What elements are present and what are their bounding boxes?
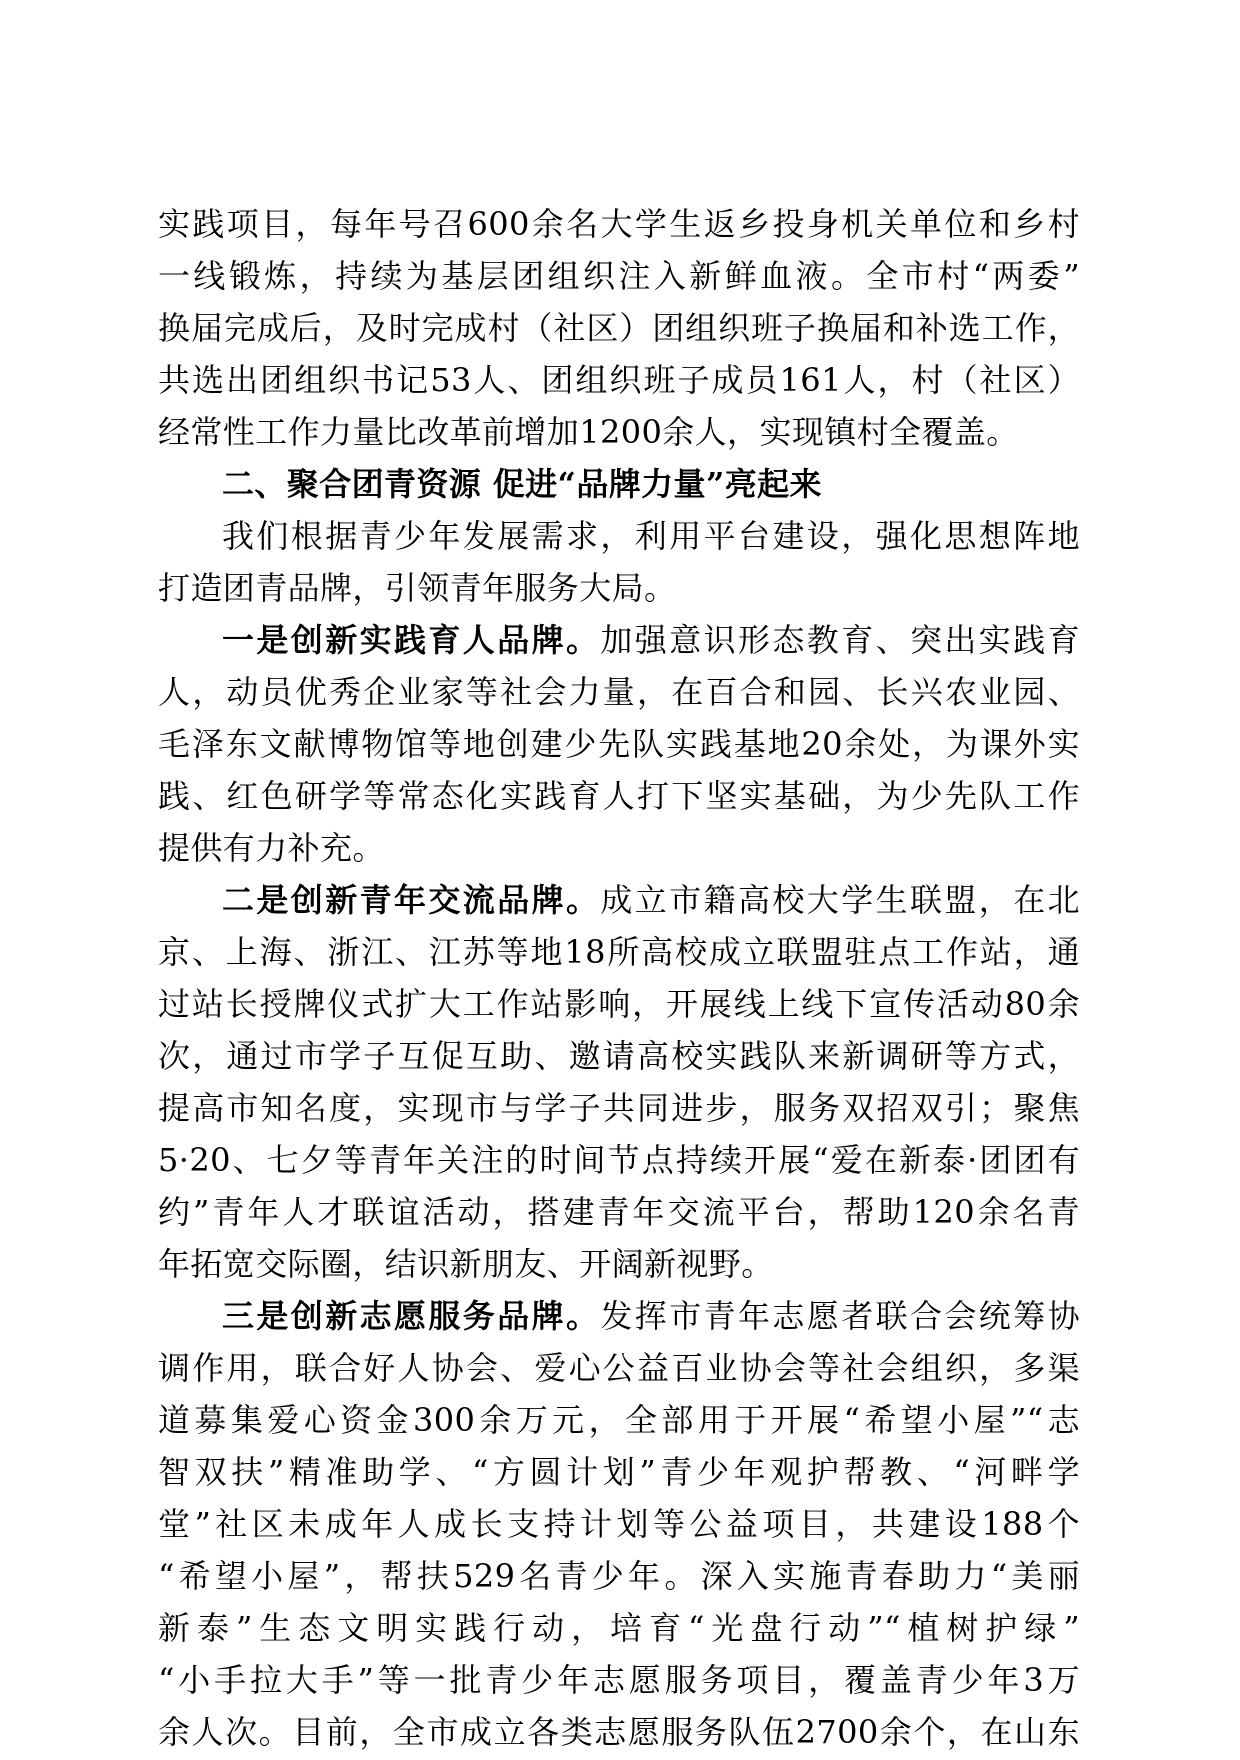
text-line: “小手拉大手”等一批青少年志愿服务项目，覆盖青少年3万 (158, 1661, 1080, 1699)
paragraph-lead: 一是创新实践育人品牌。 (222, 621, 601, 659)
text-line: 京、上海、浙江、江苏等地18所高校成立联盟驻点工作站，通 (158, 933, 1080, 971)
text-line: 经常性工作力量比改革前增加1200余人，实现镇村全覆盖。 (158, 413, 1019, 451)
text-line: “希望小屋”，帮扶529名青少年。深入实施青春助力“美丽 (158, 1557, 1080, 1595)
text-line (158, 616, 1080, 664)
text-line (158, 876, 1080, 924)
paragraph-volunteer-brand (158, 1292, 1080, 1756)
text-line: 共选出团组织书记53人、团组织班子成员161人，村（社区） (158, 361, 1080, 399)
text-line: 实践项目，每年号召600余名大学生返乡投身机关单位和乡村 (158, 205, 1080, 243)
text-line: 毛泽东文献博物馆等地创建少先队实践基地20余处，为课外实 (158, 725, 1080, 763)
paragraph-exchange-brand (158, 876, 1080, 1288)
text-line: 打造团青品牌，引领青年服务大局。 (158, 569, 677, 607)
text-run: 成立市籍高校大学生联盟，在北 (600, 881, 1080, 919)
text-line: 人，动员优秀企业家等社会力量，在百合和园、长兴农业园、 (158, 673, 1080, 711)
text-line: 一线锻炼，持续为基层团组织注入新鲜血液。全市村“两委” (158, 257, 1080, 295)
text-line: 提高市知名度，实现市与学子共同进步，服务双招双引；聚焦 (158, 1089, 1080, 1127)
paragraph-practice-brand (158, 616, 1080, 872)
paragraph-grassroots (158, 200, 1080, 456)
text-line: 智双扶”精准助学、“方圆计划”青少年观护帮教、“河畔学 (158, 1453, 1080, 1491)
text-line: 道募集爱心资金300余万元，全部用于开展“希望小屋”“志 (158, 1401, 1080, 1439)
text-line: 新泰”生态文明实践行动，培育“光盘行动”“植树护绿” (158, 1609, 1080, 1647)
text-line: 过站长授牌仪式扩大工作站影响，开展线上线下宣传活动80余 (158, 985, 1080, 1023)
text-line: 次，通过市学子互促互助、邀请高校实践队来新调研等方式， (158, 1037, 1080, 1075)
text-line: 践、红色研学等常态化实践育人打下坚实基础，为少先队工作 (158, 777, 1080, 815)
text-line: 余人次。目前，全市成立各类志愿服务队伍2700余个，在山东 (158, 1713, 1080, 1751)
text-run: 发挥市青年志愿者联合会统筹协 (600, 1297, 1080, 1335)
text-line: 换届完成后，及时完成村（社区）团组织班子换届和补选工作， (158, 309, 1080, 347)
text-line: 我们根据青少年发展需求，利用平台建设，强化思想阵地 (222, 517, 1080, 555)
paragraph-intro (158, 512, 1080, 612)
text-line: 5·20、七夕等青年关注的时间节点持续开展“爱在新泰·团团有 (158, 1141, 1080, 1179)
paragraph-lead: 二是创新青年交流品牌。 (222, 881, 601, 919)
text-line: 堂”社区未成年人成长支持计划等公益项目，共建设188个 (158, 1505, 1080, 1543)
text-line (158, 1292, 1080, 1340)
text-line: 约”青年人才联谊活动，搭建青年交流平台，帮助120余名青 (158, 1193, 1080, 1231)
text-line: 调作用，联合好人协会、爱心公益百业协会等社会组织，多渠 (158, 1349, 1080, 1387)
text-line: 提供有力补充。 (158, 829, 385, 867)
document-page (158, 200, 1080, 1760)
paragraph-lead: 三是创新志愿服务品牌。 (222, 1297, 601, 1335)
text-line: 年拓宽交际圈，结识新朋友、开阔新视野。 (158, 1245, 774, 1283)
section-heading: 二、聚合团青资源 促进“品牌力量”亮起来 (222, 465, 822, 503)
text-run: 加强意识形态教育、突出实践育 (600, 621, 1080, 659)
